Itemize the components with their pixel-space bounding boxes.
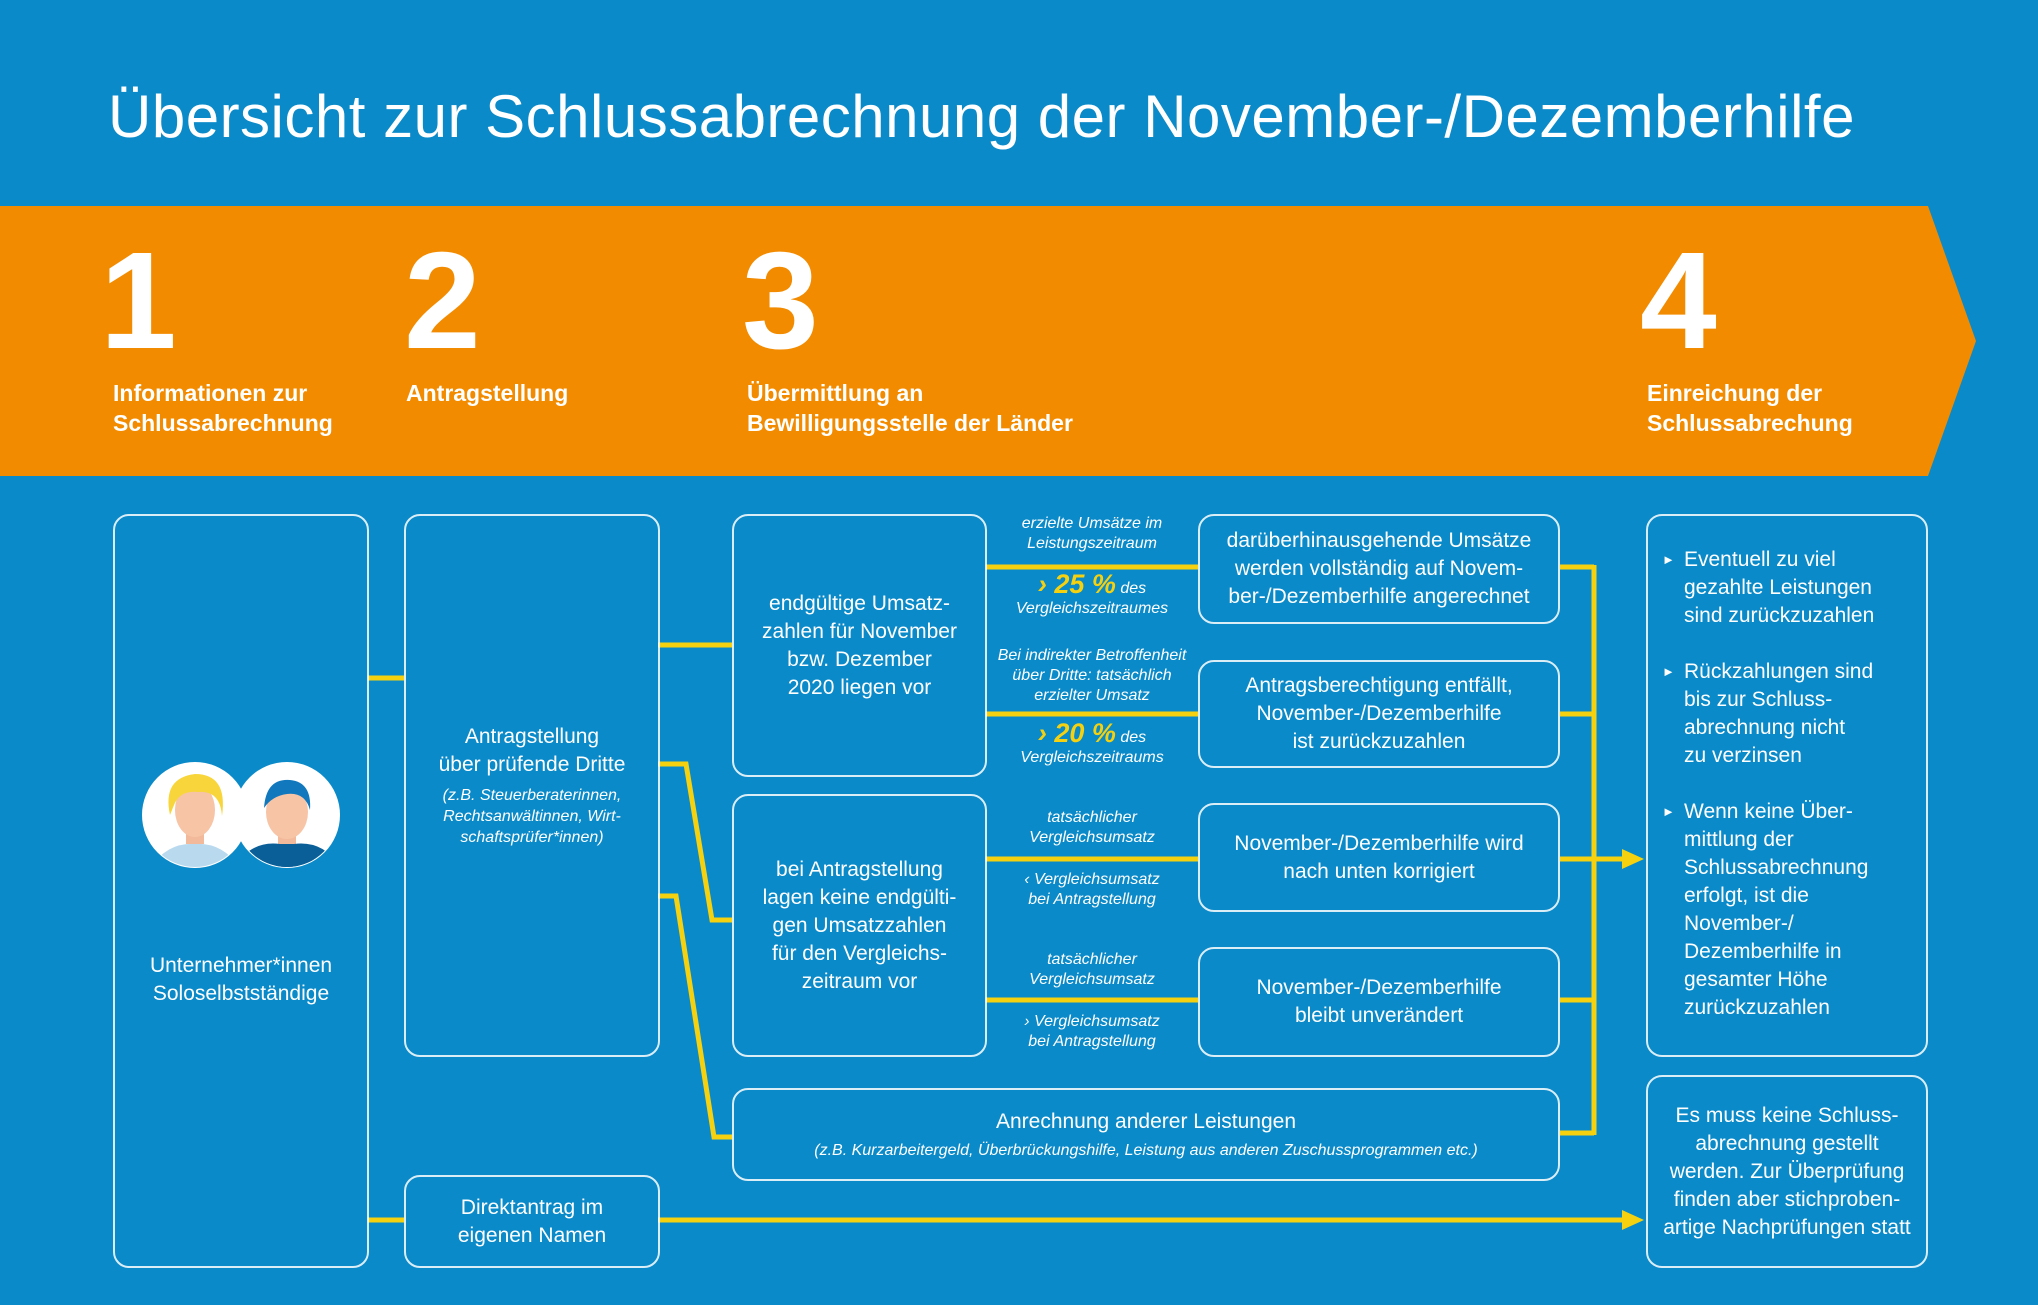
result-1-line2: werden vollständig auf Novem- [1234, 557, 1524, 580]
item-3-line8: zurückzuzahlen [1684, 996, 1830, 1019]
triangle-right-icon: ► [1662, 552, 1675, 567]
item-3-line5: November-/ [1684, 912, 1794, 935]
list-item [1662, 798, 1902, 1022]
condition-3-top [992, 808, 1192, 848]
condition-1-threshold: › 25 % [1037, 569, 1116, 599]
step-2-label-line1: Antragstellung [406, 380, 569, 406]
pruefende-line1: Antragstellung [464, 725, 600, 748]
item-2-line3: abrechnung nicht [1684, 716, 1846, 739]
direkt-result-line4: finden aber stichproben- [1673, 1187, 1901, 1211]
condition-4-bottom2: bei Antragstellung [1028, 1033, 1156, 1050]
item-3-line4: erfolgt, ist die [1684, 884, 1809, 907]
keine-line2: lagen keine endgülti- [762, 885, 957, 909]
avatar-group [140, 760, 340, 870]
step-2-number: 2 [404, 224, 481, 378]
box-endgueltige-umsatzzahlen [732, 514, 987, 777]
step-4-label-line1: Einreichung der [1647, 380, 1823, 406]
pruefende-note2: Rechtsanwältinnen, Wirt- [443, 808, 621, 825]
page-title: Übersicht zur Schlussabrechnung der November-/Dezemberhilfe [108, 83, 1855, 150]
keine-line1: bei Antragstellung [776, 857, 943, 881]
item-1-line2: gezahlte Leistungen [1684, 576, 1872, 599]
step-4-label-line2: Schlussabrechung [1647, 410, 1853, 436]
box-direktantrag [404, 1175, 660, 1268]
box-anrechnung-anderer-leistungen [732, 1088, 1560, 1181]
item-2-line1: Rückzahlungen sind [1684, 660, 1874, 683]
arrow-head-icon [1622, 1210, 1644, 1230]
item-1-line1: Eventuell zu viel [1684, 548, 1836, 571]
endgueltig-line2: zahlen für November [762, 619, 957, 643]
pruefende-line2: über prüfende Dritte [438, 753, 626, 776]
step-1-label-line1: Informationen zur [113, 380, 308, 406]
result-box-3 [1198, 803, 1560, 912]
result-1-line3: ber-/Dezemberhilfe angerechnet [1228, 585, 1530, 608]
box-antragstellung-pruefende-dritte [404, 514, 660, 1057]
unternehmer-label [150, 952, 332, 1008]
condition-1-des: des [1120, 580, 1147, 597]
result-2-line3: ist zurückzuzahlen [1292, 730, 1466, 753]
condition-4-bottom [992, 1012, 1192, 1052]
pruefende-note1: (z.B. Steuerberaterinnen, [442, 787, 622, 804]
result-box-1 [1198, 514, 1560, 624]
condition-1-top1: erzielte Umsätze im [1021, 515, 1163, 532]
condition-1-bottom-text: Vergleichszeitraumes [1015, 600, 1169, 617]
list-item [1662, 658, 1902, 770]
item-2-line4: zu verzinsen [1684, 744, 1802, 767]
result-4-line1: November-/Dezemberhilfe [1256, 976, 1502, 999]
result-box-4 [1198, 947, 1560, 1057]
condition-2-top [982, 646, 1202, 706]
direkt-line2: eigenen Namen [457, 1223, 607, 1247]
box-unternehmer [113, 514, 369, 1268]
anrechnung-line1: Anrechnung anderer Leistungen [995, 1110, 1297, 1133]
direkt-result-line1: Es muss keine Schluss- [1675, 1103, 1899, 1127]
item-1-line3: sind zurückzuzahlen [1684, 604, 1875, 627]
direkt-result-line5: artige Nachprüfungen statt [1663, 1215, 1911, 1239]
condition-1-bottom [992, 569, 1192, 619]
condition-4-top1: tatsächlicher [1047, 951, 1137, 968]
anrechnung-note: (z.B. Kurzarbeitergeld, Überbrückungshilfe, Leistung aus anderen Zuschussprogrammen etc.) [814, 1142, 1478, 1159]
condition-2-top2: über Dritte: tatsächlich [1012, 667, 1172, 684]
keine-line5: zeitraum vor [801, 969, 918, 993]
condition-2-threshold: › 20 % [1037, 718, 1116, 748]
condition-3-bottom1: ‹ Vergleichsumsatz [1024, 871, 1160, 888]
item-2-line2: bis zur Schluss- [1684, 688, 1833, 711]
endgueltig-line3: bzw. Dezember [787, 647, 932, 671]
triangle-right-icon: ► [1662, 804, 1675, 819]
condition-3-top1: tatsächlicher [1047, 809, 1137, 826]
person-female-icon [142, 762, 248, 870]
condition-4-top [992, 950, 1192, 990]
result-box-2 [1198, 660, 1560, 768]
item-3-line2: mittlung der [1684, 828, 1794, 851]
condition-2-des: des [1120, 729, 1147, 746]
result-1-line1: darüberhinausgehende Umsätze [1226, 529, 1532, 552]
endgueltig-line1: endgültige Umsatz- [769, 591, 950, 615]
keine-line3: gen Umsatzzahlen [772, 913, 947, 937]
keine-line4: für den Vergleichs- [771, 941, 948, 965]
box-keine-endgueltigen-umsatzzahlen [732, 794, 987, 1057]
result-4-line2: bleibt unverändert [1294, 1004, 1464, 1027]
condition-2-top3: erzielter Umsatz [1034, 687, 1150, 704]
triangle-right-icon: ► [1662, 664, 1675, 679]
step-1-number: 1 [100, 224, 177, 378]
step-1-label-line2: Schlussabrechnung [113, 410, 333, 436]
pruefende-note [443, 785, 622, 848]
condition-4-top2: Vergleichsumsatz [1029, 971, 1155, 988]
endgueltig-line4: 2020 liegen vor [787, 675, 932, 699]
direkt-result-line2: abrechnung gestellt [1695, 1131, 1879, 1155]
box-keine-schlussabrechnung [1646, 1075, 1928, 1268]
item-3-line7: gesamter Höhe [1684, 968, 1828, 991]
direkt-line1: Direktantrag im [460, 1195, 604, 1219]
step-3-label-line1: Übermittlung an [747, 380, 924, 406]
condition-2-bottom [992, 718, 1192, 768]
item-3-line1: Wenn keine Über- [1684, 800, 1853, 823]
unternehmer-line2: Soloselbstständige [152, 982, 330, 1005]
condition-3-bottom2: bei Antragstellung [1028, 891, 1156, 908]
condition-1-top2: Leistungszeitraum [1027, 535, 1157, 552]
person-male-icon [232, 762, 340, 870]
result-2-line2: November-/Dezemberhilfe [1256, 702, 1502, 725]
einreichung-list [1662, 546, 1902, 1050]
condition-3-top2: Vergleichsumsatz [1029, 829, 1155, 846]
pruefende-note3: schaftsprüfer*innen) [460, 829, 604, 846]
step-3-label-line2: Bewilligungsstelle der Länder [747, 410, 1073, 436]
condition-2-top1: Bei indirekter Betroffenheit [997, 647, 1187, 664]
step-3-number: 3 [742, 224, 819, 378]
result-2-line1: Antragsberechtigung entfällt, [1245, 674, 1513, 697]
list-item [1662, 546, 1902, 630]
condition-3-bottom [992, 870, 1192, 910]
arrow-head-icon [1622, 849, 1644, 869]
item-3-line6: Dezemberhilfe in [1684, 940, 1842, 963]
result-3-line1: November-/Dezemberhilfe wird [1234, 831, 1524, 855]
direkt-result-line3: werden. Zur Überprüfung [1669, 1159, 1905, 1183]
condition-2-bottom-text: Vergleichszeitraums [1020, 749, 1164, 766]
unternehmer-line1: Unternehmer*innen [149, 954, 333, 977]
item-3-line3: Schlussabrechnung [1684, 856, 1869, 879]
condition-1-top [992, 514, 1192, 554]
step-4-number: 4 [1640, 224, 1717, 378]
condition-4-bottom1: › Vergleichsumsatz [1024, 1013, 1160, 1030]
result-3-line2: nach unten korrigiert [1283, 859, 1475, 883]
